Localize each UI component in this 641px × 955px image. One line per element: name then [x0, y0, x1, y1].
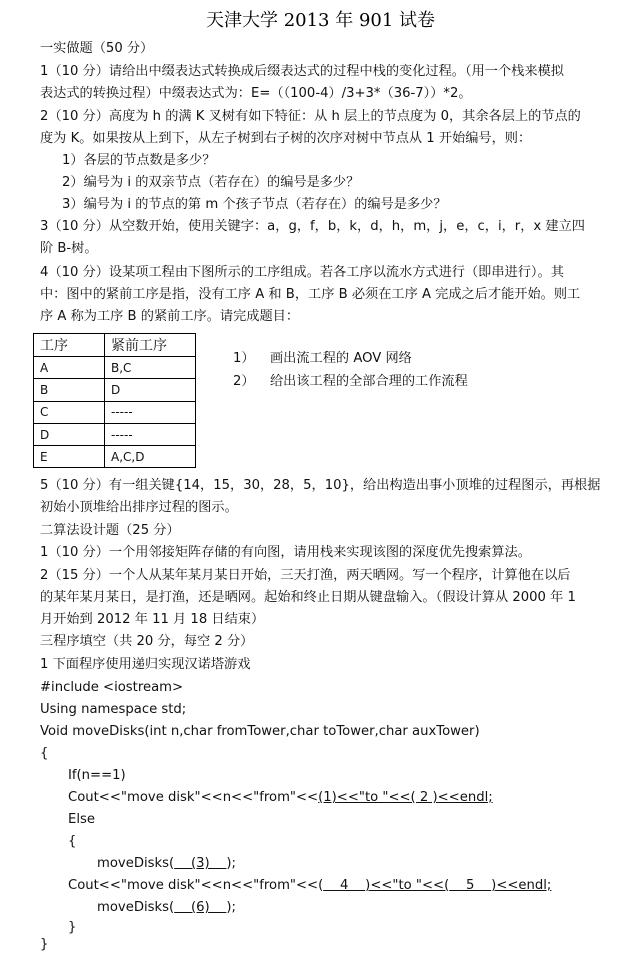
- blank-4: 4: [323, 878, 366, 893]
- blank-1: (1): [318, 790, 337, 805]
- code-else: Else: [68, 812, 95, 827]
- q2-item-3: 3）编号为 i 的节点的第 m 个孩子节点（若存在）的编号是多少？: [62, 197, 447, 212]
- process-table: [33, 333, 196, 468]
- q5-line1: 5（10 分）有一组关键{14，15，30，28，5，10}，给出构造出事小顶堆的过程图示，再根据: [40, 478, 601, 493]
- table-header-row: [34, 334, 196, 357]
- code-inner-close: }: [68, 920, 77, 935]
- table-row: [34, 357, 196, 379]
- s2-q2-line2: 的某年某月某日，是打渔，还是晒网。起始和终止日期从键盘输入。（假设计算从 2000 年 1: [40, 590, 576, 605]
- table-cell: B,C: [105, 357, 196, 379]
- code-call1: [97, 855, 236, 873]
- table-row: [34, 401, 196, 423]
- code-cout1-part-c: <<endl;: [437, 790, 493, 805]
- blank-2: ( 2 ): [410, 790, 438, 805]
- q4-task-2-text: 给出该工程的全部合理的工作流程: [270, 374, 468, 389]
- table-cell: D: [34, 423, 105, 445]
- table-cell: A,C,D: [105, 446, 196, 468]
- q4-task-1-text: 画出流工程的 AOV 网络: [270, 351, 412, 366]
- q4-task-1-number: 1）: [233, 351, 255, 366]
- code-cout2-part-b: )<<"to "<<(: [365, 878, 450, 893]
- table-row: [34, 423, 196, 445]
- table-row: [34, 446, 196, 468]
- code-call2-part-a: moveDisks(: [97, 900, 175, 915]
- q3-line2: 阶 B-树。: [40, 241, 98, 256]
- s2-q1: 1（10 分）一个用邻接矩阵存储的有向图，请用栈来实现该图的深度优先搜索算法。: [40, 545, 531, 560]
- q4-line1: 4（10 分）设某项工程由下图所示的工序组成。若各工序以流水方式进行（即串进行）。其: [40, 265, 564, 280]
- q2-item-1: 1）各层的节点数是多少？: [62, 153, 216, 168]
- table-cell: A: [34, 357, 105, 379]
- s3-q1: 1 下面程序使用递归实现汉诺塔游戏: [40, 657, 251, 672]
- code-cout1: [68, 789, 493, 807]
- q2-line1: 2（10 分）高度为 h 的满 K 叉树有如下特征：从 h 层上的节点度为 0，其余各层上的节点的: [40, 109, 581, 124]
- table-header-cell: 紧前工序: [105, 334, 196, 357]
- q2-line2: 度为 K。如果按从上到下，从左子树到右子树的次序对树中节点从 1 开始编号，则：: [40, 131, 532, 146]
- code-cout2: [68, 877, 551, 895]
- s2-q2-line1: 2（15 分）一个人从某年某月某日开始，三天打渔，两天晒网。写一个程序，计算他在以后: [40, 568, 571, 583]
- table-row: [34, 379, 196, 401]
- q3-line1: 3（10 分）从空数开始，使用关键字：a，g，f，b，k，d，h，m，j，e，c，i，r，x 建立四: [40, 219, 585, 234]
- code-using: Using namespace std;: [40, 702, 187, 717]
- code-call2: [97, 899, 236, 917]
- section1-heading: 一实做题（50 分）: [40, 41, 154, 56]
- code-if: If(n==1): [68, 768, 126, 783]
- table-cell: E: [34, 446, 105, 468]
- blank-6: (6): [174, 900, 227, 915]
- blank-3: (3): [174, 856, 227, 871]
- code-signature: Void moveDisks(int n,char fromTower,char toTower,char auxTower): [40, 724, 480, 739]
- code-include: #include <iostream>: [40, 680, 184, 695]
- q4-line3: 序 A 称为工序 B 的紧前工序。请完成题目：: [40, 309, 300, 324]
- q2-item-2: 2）编号为 i 的双亲节点（若存在）的编号是多少？: [62, 175, 360, 190]
- q4-task-2-number: 2）: [233, 374, 255, 389]
- blank-5: 5: [449, 878, 492, 893]
- table-header-cell: 工序: [34, 334, 105, 357]
- code-call1-part-b: );: [226, 856, 236, 871]
- section3-heading: 三程序填空（共 20 分，每空 2 分）: [40, 634, 254, 649]
- table-cell: C: [34, 401, 105, 423]
- q1-line2: 表达式的转换过程）中缀表达式为：E=（（100-4）/3+3*（36-7））*2。: [40, 86, 472, 101]
- code-call1-part-a: moveDisks(: [97, 856, 175, 871]
- code-cout1-part-b: <<"to "<<: [336, 790, 411, 805]
- section2-heading: 二算法设计题（25 分）: [40, 523, 180, 538]
- code-cout1-part-a: Cout<<"move disk"<<n<<"from"<<: [68, 790, 319, 805]
- q4-line2: 中：图中的紧前工序是指，没有工序 A 和 B，工序 B 必须在工序 A 完成之后才能开始。则工: [40, 287, 581, 302]
- table-cell: -----: [105, 401, 196, 423]
- code-open-brace: {: [40, 746, 49, 761]
- code-call2-part-b: );: [226, 900, 236, 915]
- code-cout2-part-c: )<<endl;: [491, 878, 552, 893]
- table-cell: -----: [105, 423, 196, 445]
- table-cell: B: [34, 379, 105, 401]
- q5-line2: 初始小顶堆给出排序过程的图示。: [40, 500, 238, 515]
- s2-q2-line3: 月开始到 2012 年 11 月 18 日结束）: [40, 612, 265, 627]
- code-cout2-part-a: Cout<<"move disk"<<n<<"from"<<(: [68, 878, 324, 893]
- q1-line1: 1（10 分）请给出中缀表达式转换成后缀表达式的过程中栈的变化过程。（用一个栈来模拟: [40, 64, 564, 79]
- code-inner-open: {: [68, 834, 77, 849]
- code-close-brace: }: [40, 937, 49, 952]
- exam-title: 天津大学 2013 年 901 试卷: [205, 10, 436, 31]
- table-cell: D: [105, 379, 196, 401]
